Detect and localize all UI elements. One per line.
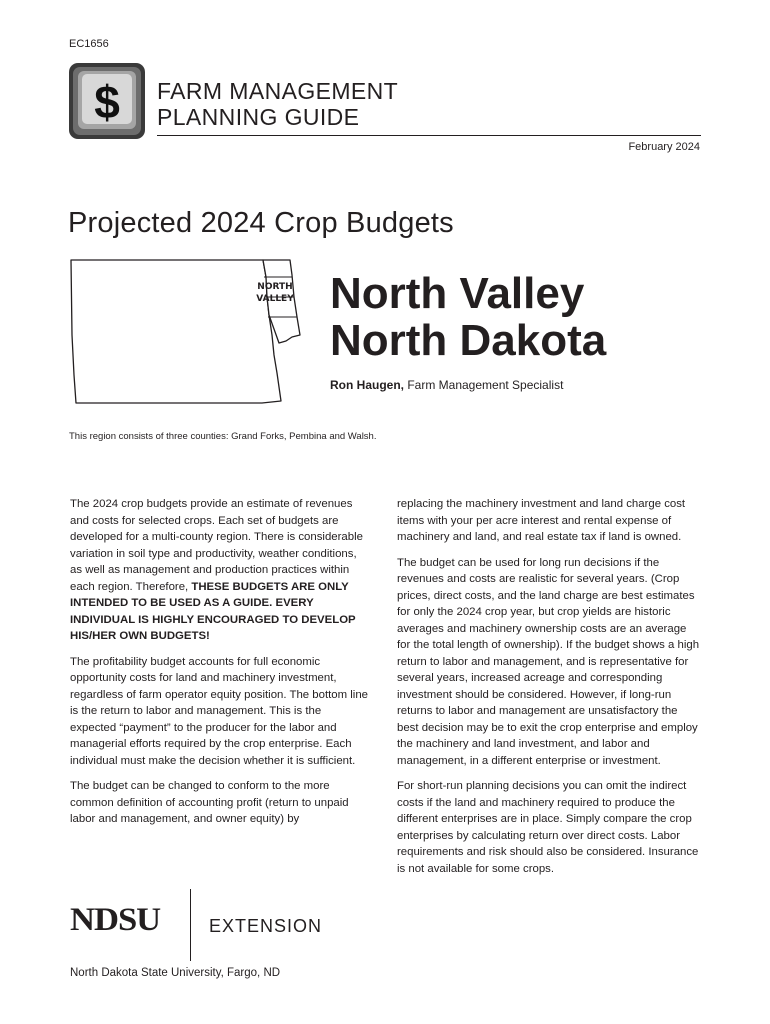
paragraph-accounting-profit: The budget can be changed to conform to the more common definition of accounting profit (return to unpaid labor and management, and owner equity) by (70, 780, 349, 825)
publication-date: February 2024 (628, 141, 700, 153)
body-column-right (397, 496, 701, 886)
paragraph-profitability: The profitability budget accounts for full economic opportunity costs for land and machinery investment, regardless of farm operator equity position. The bottom line is the return to labor and management. This is the expected “payment” to the producer for the labor and managerial efforts required by the crop enterprise. Each individual must make the decision whether it is sufficient. (70, 655, 369, 767)
extension-label: EXTENSION (209, 916, 323, 936)
author-name: Ron Haugen, (330, 378, 404, 392)
region-title (330, 270, 606, 364)
region-note: This region consists of three counties: Grand Forks, Pembina and Walsh. (69, 431, 377, 442)
paragraph-long-run: The budget can be used for long run decisions if the revenues and costs are realistic for several years. (Crop prices, direct costs, and the land charge are best estimates for only the 2024 crop year, but crop yields are historic averages and machinery ownership costs are an average for the total length of ownership). If the budget shows a high return to labor and management, and is representative for several years, increased acreage and corresponding investment should be considered. However, if long-run returns to labor and management are unsatisfactory the best decision may be to exit the crop enterprise and employ the machinery and land investment, and labor and management, in a different enterprise or investment. (397, 556, 700, 767)
guide-title-line2: PLANNING GUIDE (157, 104, 360, 130)
budget-title: Projected 2024 Crop Budgets (68, 207, 454, 239)
region-title-line1: North Valley (330, 269, 585, 318)
paragraph-intro (70, 496, 370, 645)
paragraph-replacing-costs: replacing the machinery investment and land charge cost items with your per acre interest and rental expense of machinery and land, and real estate tax if land is owned. (397, 498, 686, 543)
map-label-line1: NORTH (257, 282, 293, 292)
map-label-line2: VALLEY (256, 294, 294, 304)
paragraph-intro-text: The 2024 crop budgets provide an estimate of revenues and costs for selected crops. Each set of budgets are developed for a multi-county region. There is considerable variation in soil type and productivity, weather conditions, as well as management and production practices within each region. Therefore, (70, 498, 363, 593)
document-code: EC1656 (69, 38, 109, 50)
paragraph-intro-emphasis: THESE BUDGETS ARE ONLY INTENDED TO BE USED AS A GUIDE. EVERY INDIVIDUAL IS HIGHLY ENCOURAGED TO DEVELOP HIS/HER OWN BUDGETS! (70, 580, 356, 642)
university-line: North Dakota State University, Fargo, ND (70, 967, 281, 979)
logo-divider (190, 889, 191, 961)
guide-title-line1: FARM MANAGEMENT (157, 78, 399, 104)
north-dakota-map-icon (66, 255, 328, 415)
body-column-left (70, 496, 370, 837)
region-title-line2: North Dakota (330, 316, 607, 365)
logo-symbol: $ (94, 76, 120, 128)
ndsu-logo: NDSU (70, 902, 161, 938)
paragraph-short-run: For short-run planning decisions you can omit the indirect costs if the land and machinery required to produce the different enterprises are in place. Simply compare the crop enterprises by calculating return over direct costs. Labor requirements and risk should also be considered. Insurance is not available for some crops. (397, 780, 699, 875)
dollar-key-logo-icon (68, 62, 146, 140)
guide-title (157, 78, 398, 130)
author-line (330, 378, 563, 392)
header-rule (157, 135, 701, 136)
author-role: Farm Management Specialist (404, 378, 564, 392)
